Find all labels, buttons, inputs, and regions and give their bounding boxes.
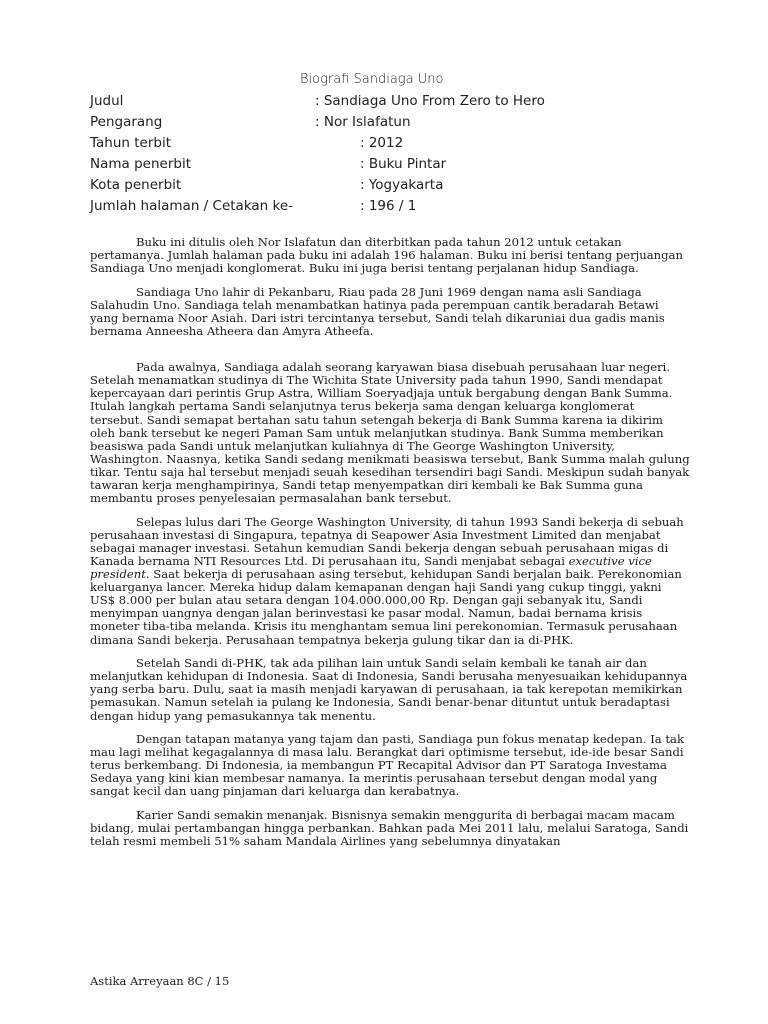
meta-key: Jumlah halaman / Cetakan ke- [90,198,294,214]
meta-row-tahun-terbit [90,135,710,156]
document-title: Biografi Sandiaga Uno [300,72,444,87]
meta-value: : Buku Pintar [360,156,447,172]
meta-value: : Nor Islafatun [315,114,411,130]
meta-key: Nama penerbit [90,156,191,172]
meta-key: Pengarang [90,114,163,130]
paragraph-singapore [90,516,690,647]
meta-key: Judul [90,93,124,109]
meta-key: Kota penerbit [90,177,182,193]
meta-value: : Yogyakarta [360,177,444,193]
meta-row-judul [90,93,710,114]
page-footer: Astika Arreyaan 8C / 15 [90,974,230,988]
meta-row-jumlah-halaman [90,198,710,219]
paragraph-return: Setelah Sandi di-PHK, tak ada pilihan lain untuk Sandi selain kembali ke tanah air dan melanjutkan kehidupan di Indonesia. Saat di Indonesia, Sandi berusaha menyesuaikan kehidupannya yang serba baru. Dulu, saat ia masih menjadi karyawan di perusahaan, ia tak kerepotan memikirkan pemasukan. Namun setelah ia pulang ke Indonesia, Sandi benar-benar dituntut untuk beradaptasi dengan hidup yang pemasukannya tak menentu. [90,656,688,723]
paragraph-business: Dengan tatapan matanya yang tajam dan pasti, Sandiaga pun fokus menatap kedepan. Ia tak mau lagi melihat kegagalannya di masa lalu. Berangkat dari optimisme tersebut, ide-ide besar Sandi terus berkembang. Di Indonesia, ia membangun PT Recapital Advisor dan PT Saratoga Investama Sedaya yang kini kian membesar namanya. Ia merintis perusahaan tersebut dengan modal yang sangat kecil dan uang pinjaman dari keluarga dan kerabatnya. [90,732,684,799]
paragraph-intro: Buku ini ditulis oleh Nor Islafatun dan diterbitkan pada tahun 2012 untuk cetakan pertamanya. Jumlah halaman pada buku ini adalah 196 halaman. Buku ini berisi tentang perjuangan Sandiaga Uno menjadi konglomerat. Buku ini juga berisi tentang perjalanan hidup Sandiaga. [90,235,683,276]
meta-value: : 196 / 1 [360,198,417,214]
meta-value: : Sandiaga Uno From Zero to Hero [315,93,545,109]
meta-value: : 2012 [360,135,404,151]
paragraph-text: . Saat bekerja di perusahaan asing tersebut, kehidupan Sandi berjalan baik. Perekonomian keluarganya lancer. Mereka hidup dalam kemapanan dengan haji Sandi yang cukup tinggi, yakni US$ 8.000 per bulan atau setara dengan 104.000.000,00 Rp. Dengan gaji sebanyak itu, Sandi menyimpan uangnya dengan jalan berinvestasi ke pasar modal. Namun, badai bernama krisis moneter tiba-tiba melanda. Krisis itu menghantam semua lini perekonomian. Termasuk perusahaan dimana Sandi bekerja. Perusahaan tempatnya bekerja gulung tikar dan ia di-PHK. [90,567,682,647]
italic-job-title: executive vice president [90,553,652,582]
meta-key: Tahun terbit [90,135,172,151]
meta-row-nama-penerbit [90,156,710,177]
paragraph-birth: Sandiaga Uno lahir di Pekanbaru, Riau pada 28 Juni 1969 dengan nama asli Sandiaga Salahudin Uno. Sandiaga telah menambatkan hatinya pada perempuan cantik beradarah Betawi yang bernama Noor Asiah. Dari istri tercintanya tersebut, Sandi telah dikaruniai dua gadis manis bernama Anneesha Atheera dan Amyra Atheefa. [90,284,665,339]
book-metadata [90,93,710,219]
paragraph-text: Selepas lulus dari The George Washington University, di tahun 1993 Sandi bekerja di sebuah perusahaan investasi di Singapura, tepatnya di Seapower Asia Investment Limited dan menjabat sebagai manager investasi. Setahun kemudian Sandi bekerja dengan sebuah perusahaan migas di Kanada bernama NTI Resources Ltd. Di perusahaan itu, Sandi menjabat sebagai [90,514,684,568]
meta-row-pengarang [90,114,710,135]
paragraph-early-career: Pada awalnya, Sandiaga adalah seorang karyawan biasa disebuah perusahaan luar negeri. Setelah menamatkan studinya di The Wichita State University pada tahun 1990, Sandi mendapat kepercayaan dari perintis Grup Astra, William Soeryadjaja untuk bergabung dengan Bank Summa. Itulah langkah pertama Sandi selanjutnya terus bekerja sama dengan keluarga konglomerat tersebut. Sandi semapat bertahan satu tahun setengah bekerja di Bank Summa karena ia dikirim oleh bank tersebut ke negeri Paman Sam untuk melanjutkan studinya. Bank Summa memberikan beasiswa pada Sandi untuk melanjutkan kuliahnya di The George Washington University, Washington. Naasnya, ketika Sandi sedang menikmati beasiswa tersebut, Bank Summa malah gulung tikar. Tentu saja hal tersebut menjadi seuah kesedihan tersendiri bagi Sandi. Meskipun sudah banyak tawaran kerja menghampirinya, Sandi tetap menyempatkan diri kembali ke Bak Summa guna membantu proses penyelesaian permasalahan bank tersebut. [90,360,690,506]
meta-row-kota-penerbit [90,177,710,198]
paragraph-career: Karier Sandi semakin menanjak. Bisnisnya semakin menggurita di berbagai macam macam bidang, mulai pertambangan hingga perbankan. Bahkan pada Mei 2011 lalu, melalui Saratoga, Sandi telah resmi membeli 51% saham Mandala Airlines yang sebelumnya dinyatakan [90,808,689,849]
document-body [90,236,690,859]
